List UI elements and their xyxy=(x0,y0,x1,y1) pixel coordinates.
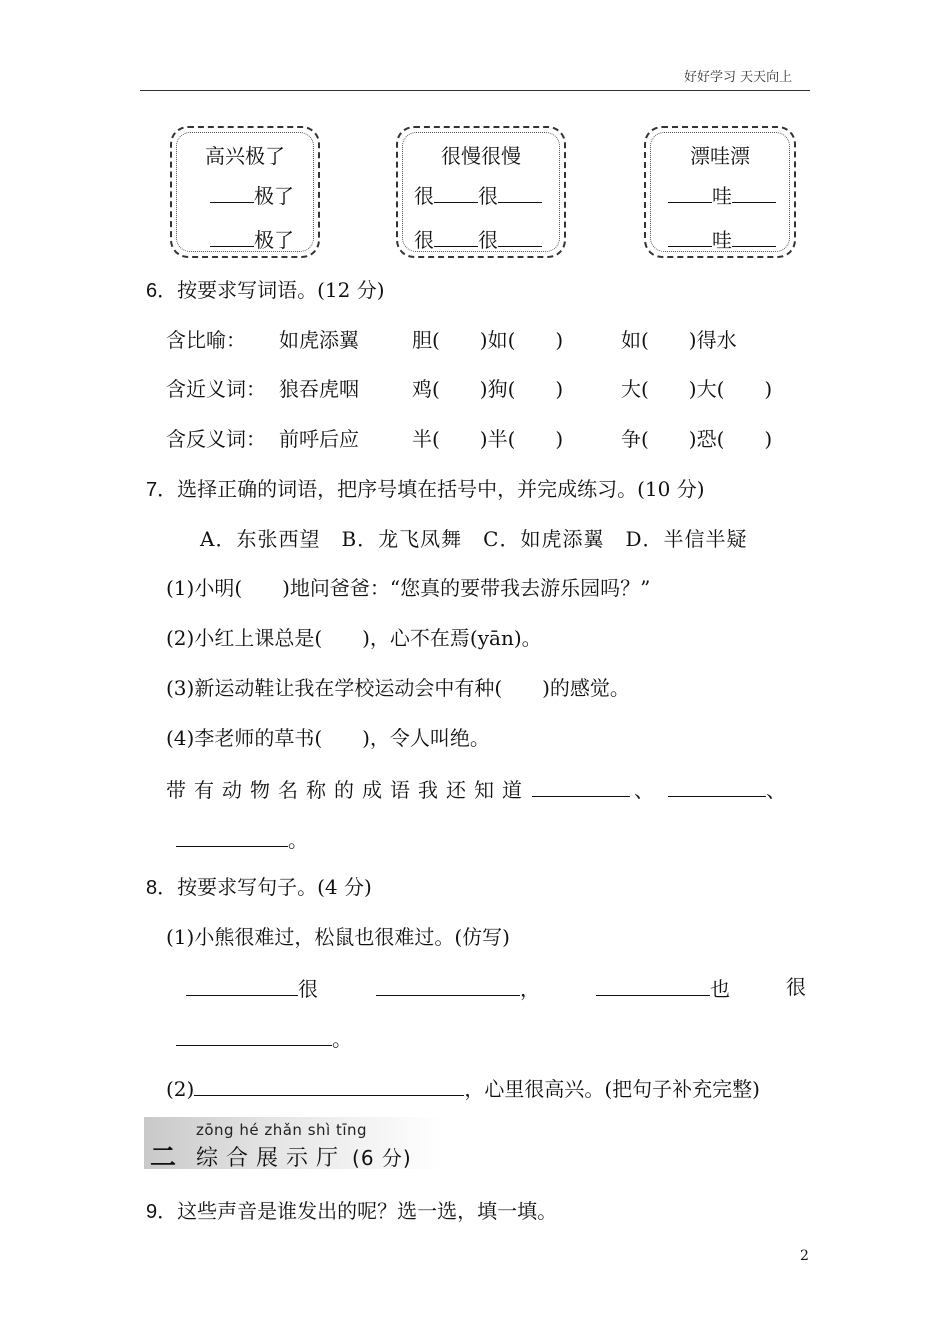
q6-row-3-item-1[interactable]: 半( )半( ) xyxy=(412,427,564,451)
answer-blank[interactable] xyxy=(210,182,254,203)
box-line-2: 极了 xyxy=(210,224,294,253)
q6-row-3-example: 前呼后应 xyxy=(279,427,359,451)
box-line-1: 很 很 xyxy=(414,180,542,209)
q6-row-3-item-2[interactable]: 争( )恐( ) xyxy=(621,427,773,451)
q9-title: 9．这些声音是谁发出的呢？选一选，填一填。 xyxy=(146,1199,558,1223)
box-line-2: 哇 xyxy=(668,224,776,253)
q8-imitation-part-2: ， xyxy=(376,975,540,1001)
answer-blank[interactable] xyxy=(596,975,710,996)
q8-imitation-part-4: 很 xyxy=(786,975,806,999)
q6-row-2-item-1[interactable]: 鸡( )狗( ) xyxy=(412,377,564,401)
header-divider xyxy=(140,90,810,91)
word-box-2 xyxy=(396,126,566,258)
section-title: 综合展示厅 (6 分) xyxy=(196,1146,412,1171)
answer-blank[interactable] xyxy=(668,776,766,797)
box-title: 漂哇漂 xyxy=(690,144,750,168)
answer-blank[interactable] xyxy=(194,1075,464,1096)
q7-options: A．东张西望 B．龙飞凤舞 C．如虎添翼 D．半信半疑 xyxy=(200,527,748,551)
word-box-1 xyxy=(170,126,320,258)
answer-blank[interactable] xyxy=(732,226,776,247)
box-title: 很慢很慢 xyxy=(441,144,521,168)
q6-title: 6．按要求写词语。(12 分) xyxy=(146,278,385,302)
page-number: 2 xyxy=(800,1248,809,1264)
answer-blank[interactable] xyxy=(732,182,776,203)
q6-row-1-label: 含比喻： xyxy=(166,328,246,352)
section-2-header xyxy=(144,1117,444,1173)
q6-row-2-label: 含近义词： xyxy=(166,377,266,401)
section-number: 二 xyxy=(150,1143,177,1173)
q6-row-1-item-1[interactable]: 胆( )如( ) xyxy=(412,328,564,352)
box-line-1: 哇 xyxy=(668,180,776,209)
q6-row-1-example: 如虎添翼 xyxy=(279,328,359,352)
answer-blank[interactable] xyxy=(532,776,630,797)
answer-blank[interactable] xyxy=(210,226,254,247)
q7-sentence-2[interactable]: (2)小红上课总是( )，心不在焉(yān)。 xyxy=(166,626,542,650)
q6-row-1-item-2[interactable]: 如( )得水 xyxy=(621,328,737,352)
q8-imitation-part-3: 也 xyxy=(596,975,730,1001)
answer-blank[interactable] xyxy=(668,226,712,247)
box-line-1: 极了 xyxy=(210,180,294,209)
box-title: 高兴极了 xyxy=(205,144,285,168)
answer-blank[interactable] xyxy=(498,182,542,203)
q7-extra-line-2: 。 xyxy=(176,826,308,852)
answer-blank[interactable] xyxy=(176,826,288,847)
answer-blank[interactable] xyxy=(434,226,478,247)
section-pinyin: zōng hé zhǎn shì tīng xyxy=(196,1121,368,1139)
q6-row-3-label: 含反义词： xyxy=(166,427,266,451)
q8-imitation-line: 很 xyxy=(186,975,318,1001)
q8-title: 8．按要求写句子。(4 分) xyxy=(146,875,372,899)
q7-extra-line: 带有动物名称的成语我还知道 、 、 xyxy=(166,778,786,802)
q6-row-2-example: 狼吞虎咽 xyxy=(279,377,359,401)
word-box-3 xyxy=(644,126,796,258)
answer-blank[interactable] xyxy=(376,975,520,996)
answer-blank[interactable] xyxy=(176,1025,332,1046)
q8-sentence-1: (1)小熊很难过，松鼠也很难过。(仿写) xyxy=(166,925,510,949)
answer-blank[interactable] xyxy=(186,975,298,996)
q8-imitation-line-2: 。 xyxy=(176,1025,352,1051)
q6-row-2-item-2[interactable]: 大( )大( ) xyxy=(621,377,773,401)
q7-sentence-3[interactable]: (3)新运动鞋让我在学校运动会中有种( )的感觉。 xyxy=(166,676,630,700)
q7-sentence-1[interactable]: (1)小明( )地问爸爸：“您真的要带我去游乐园吗？” xyxy=(166,576,651,600)
header-slogan: 好好学习 天天向上 xyxy=(684,70,793,85)
answer-blank[interactable] xyxy=(434,182,478,203)
answer-blank[interactable] xyxy=(668,182,712,203)
answer-blank[interactable] xyxy=(498,226,542,247)
q8-sentence-2: (2) ，心里很高兴。(把句子补充完整) xyxy=(166,1077,760,1101)
box-line-2: 很 很 xyxy=(414,224,542,253)
q7-sentence-4[interactable]: (4)李老师的草书( )，令人叫绝。 xyxy=(166,726,490,750)
q7-title: 7．选择正确的词语，把序号填在括号中，并完成练习。(10 分) xyxy=(146,477,705,501)
